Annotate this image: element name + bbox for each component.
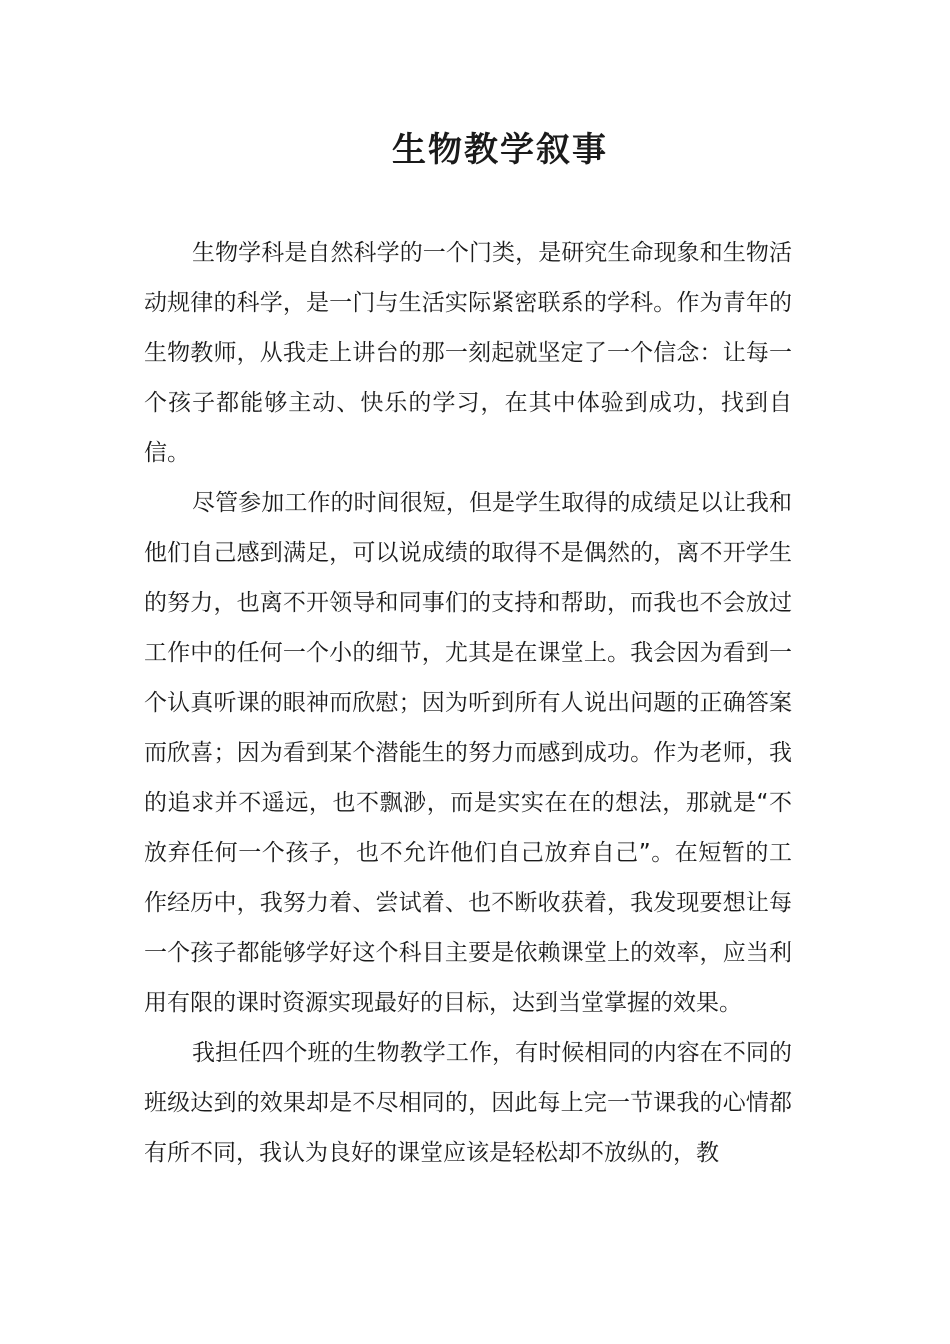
paragraph-1: 生物学科是自然科学的一个门类，是研究生命现象和生物活动规律的科学，是一门与生活实际紧密联系的学科。作为青年的生物教师，从我走上讲台的那一刻起就坚定了一个信念：让每一个孩子都能够主动、快乐的学习，在其中体验到成功，找到自信。 [144,240,792,466]
document-title: 生物教学叙事 [392,130,608,170]
document-body [144,228,792,1178]
paragraph-2: 尽管参加工作的时间很短，但是学生取得的成绩足以让我和他们自己感到满足，可以说成绩的取得不是偶然的，离不开学生的努力，也离不开领导和同事们的支持和帮助，而我也不会放过工作中的任何一个小的细节，尤其是在课堂上。我会因为看到一个认真听课的眼神而欣慰；因为听到所有人说出问题的正确答案而欣喜；因为看到某个潜能生的努力而感到成功。作为老师，我的追求并不遥远，也不飘渺，而是实实在在的想法，那就是“不放弃任何一个孩子，也不允许他们自己放弃自己”。在短暂的工作经历中，我努力着、尝试着、也不断收获着，我发现要想让每一个孩子都能够学好这个科目主要是依赖课堂上的效率，应当利用有限的课时资源实现最好的目标，达到当堂掌握的效果。 [144,490,792,1016]
paragraph-3: 我担任四个班的生物教学工作，有时候相同的内容在不同的班级达到的效果却是不尽相同的，因此每上完一节课我的心情都有所不同，我认为良好的课堂应该是轻松却不放纵的，教 [144,1040,792,1166]
